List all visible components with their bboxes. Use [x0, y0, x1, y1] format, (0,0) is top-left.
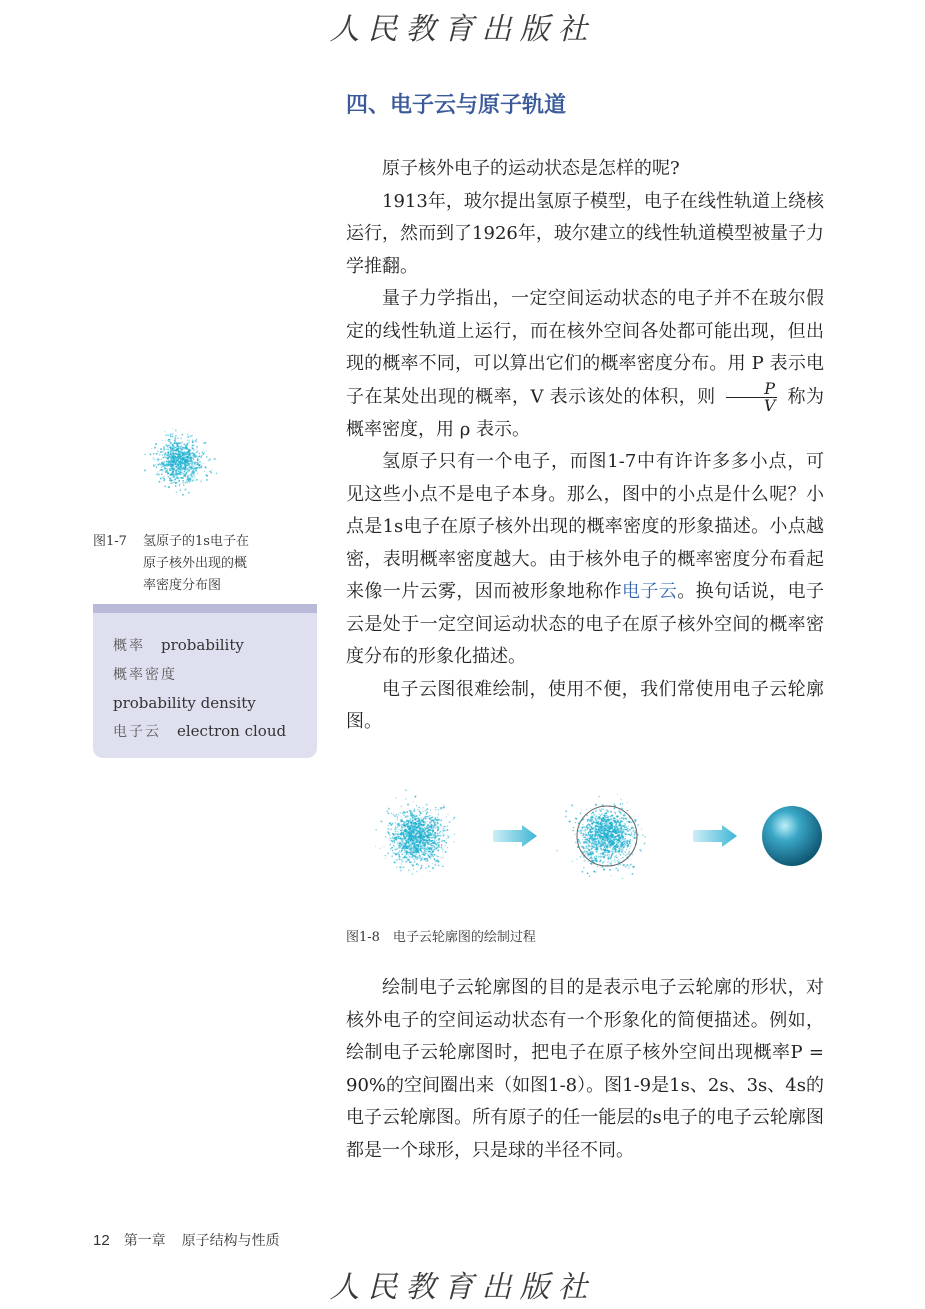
vocab-row-3 — [113, 689, 317, 717]
vocabulary-box — [93, 604, 317, 758]
density-fraction — [726, 378, 778, 415]
paragraph-2: 1913年，玻尔提出氢原子模型，电子在线性轨道上绕核运行，然而到了1926年，玻尔建立的线性轨道模型被量子力学推翻。 — [346, 190, 824, 277]
vocab-row-4 — [113, 717, 317, 746]
vocab-en: probability — [161, 636, 244, 654]
figure-1-7-caption-line-2: 原子核外出现的概 — [143, 556, 248, 571]
figure-1-8-caption: 图1-8 电子云轮廓图的绘制过程 — [346, 930, 536, 945]
paragraph-3 — [346, 283, 824, 446]
paragraph-4 — [346, 446, 824, 674]
publisher-logo-top: 人民教育出版社 — [329, 12, 596, 47]
section-title: 四、电子云与原子轨道 — [346, 93, 567, 118]
arrow-icon — [693, 825, 737, 847]
chapter-label: 第一章 — [123, 1233, 166, 1249]
paragraph-6: 绘制电子云轮廓图的目的是表示电子云轮廓的形状，对核外电子的空间运动状态有一个形象化的简便描述。例如，绘制电子云轮廓图时，把电子在原子核外空间出现概率P = 90%的空间圈出来（如图1-8）。图1-9是1s、2s、3s、4s的电子云轮廓图。所有原子的任一能层的s电子的电子云轮廓图都是一个球形，只是球的半径不同。 — [346, 977, 824, 1161]
paragraph-3-part-b: 称为概率密度，用 ρ 表示。 — [346, 386, 824, 440]
paragraph-4-part-b: 。换句话说，电子云是处于一定空间运动状态的电子在原子核外空间的概率密度分布的形象化描述。 — [346, 581, 825, 667]
page-footer — [93, 1230, 280, 1250]
publisher-logo-bottom: 人民教育出版社 — [329, 1270, 596, 1305]
vocab-zh: 概率 — [113, 638, 145, 654]
vocab-zh: 电子云 — [113, 724, 161, 740]
paragraph-4-part-a: 氢原子只有一个电子，而图1-7中有许许多多小点，可见这些小点不是电子本身。那么，图中的小点是什么呢？小点是1s电子在原子核外出现的概率密度的形象描述。小点越密，表明概率密度越大。由于核外电子的概率密度分布看起来像一片云雾，因而被形象地称作 — [346, 451, 824, 602]
paragraph-3-part-a: 量子力学指出，一定空间运动状态的电子并不在玻尔假定的线性轨道上运行，而在核外空间各处都可能出现，但出现的概率不同，可以算出它们的概率密度分布。用 P 表示电子在某处出现的概率，V 表示该处的体积，则 — [346, 288, 824, 407]
page-number: 12 — [93, 1232, 110, 1249]
fraction-numerator: P — [726, 381, 778, 398]
electron-cloud-figure-1-7 — [137, 418, 223, 504]
after-figure-text — [346, 972, 824, 1167]
main-text — [346, 153, 824, 739]
chapter-title: 原子结构与性质 — [181, 1233, 280, 1249]
vocab-en: electron cloud — [177, 722, 287, 740]
vocab-en: probability density — [113, 694, 256, 712]
fraction-denominator: V — [763, 395, 776, 415]
electron-cloud-contour-figure-1-8 — [360, 775, 830, 900]
term-electron-cloud: 电子云 — [622, 581, 678, 602]
contour-sphere — [762, 806, 822, 866]
vocab-row-2 — [113, 660, 317, 689]
figure-1-7-label: 图1-7 — [93, 534, 127, 549]
paragraph-5: 电子云图很难绘制，使用不便，我们常使用电子云轮廓图。 — [346, 678, 824, 732]
figure-1-7-caption-line-3: 率密度分布图 — [143, 578, 222, 593]
figure-1-7-caption-line-1: 氢原子的1s电子在 — [143, 534, 249, 549]
electron-cloud-dots — [375, 789, 455, 875]
arrow-icon — [493, 825, 537, 847]
vocab-row-1 — [113, 631, 317, 660]
paragraph-1: 原子核外电子的运动状态是怎样的呢? — [382, 158, 680, 179]
vocab-zh: 概率密度 — [113, 667, 177, 683]
figure-1-7-caption — [93, 531, 313, 597]
